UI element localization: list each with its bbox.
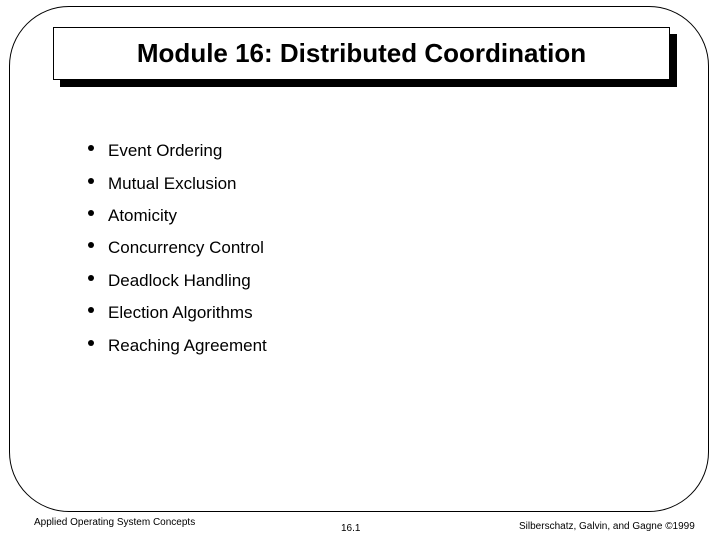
bullet-text: Reaching Agreement (108, 335, 267, 355)
list-item (88, 135, 267, 167)
bullet-text: Concurrency Control (108, 238, 264, 258)
bullet-icon (88, 242, 94, 248)
bullet-icon (88, 275, 94, 281)
bullet-text: Mutual Exclusion (108, 173, 237, 193)
footer-page-number: 16.1 (341, 523, 361, 534)
bullet-list (88, 135, 267, 362)
bullet-text: Election Algorithms (108, 303, 253, 323)
footer-copyright: Silberschatz, Galvin, and Gagne ©1999 (519, 521, 695, 532)
footer-book-title: Applied Operating System Concepts (34, 517, 196, 528)
list-item (88, 200, 267, 232)
bullet-text: Deadlock Handling (108, 270, 251, 290)
bullet-text: Atomicity (108, 205, 177, 225)
list-item (88, 265, 267, 297)
bullet-icon (88, 145, 94, 151)
list-item (88, 329, 267, 361)
title-box (53, 27, 670, 80)
bullet-text: Event Ordering (108, 141, 223, 161)
bullet-icon (88, 178, 94, 184)
list-item (88, 167, 267, 199)
list-item (88, 232, 267, 264)
slide-title: Module 16: Distributed Coordination (136, 38, 587, 68)
bullet-icon (88, 307, 94, 313)
list-item (88, 297, 267, 329)
bullet-icon (88, 340, 94, 346)
bullet-icon (88, 210, 94, 216)
